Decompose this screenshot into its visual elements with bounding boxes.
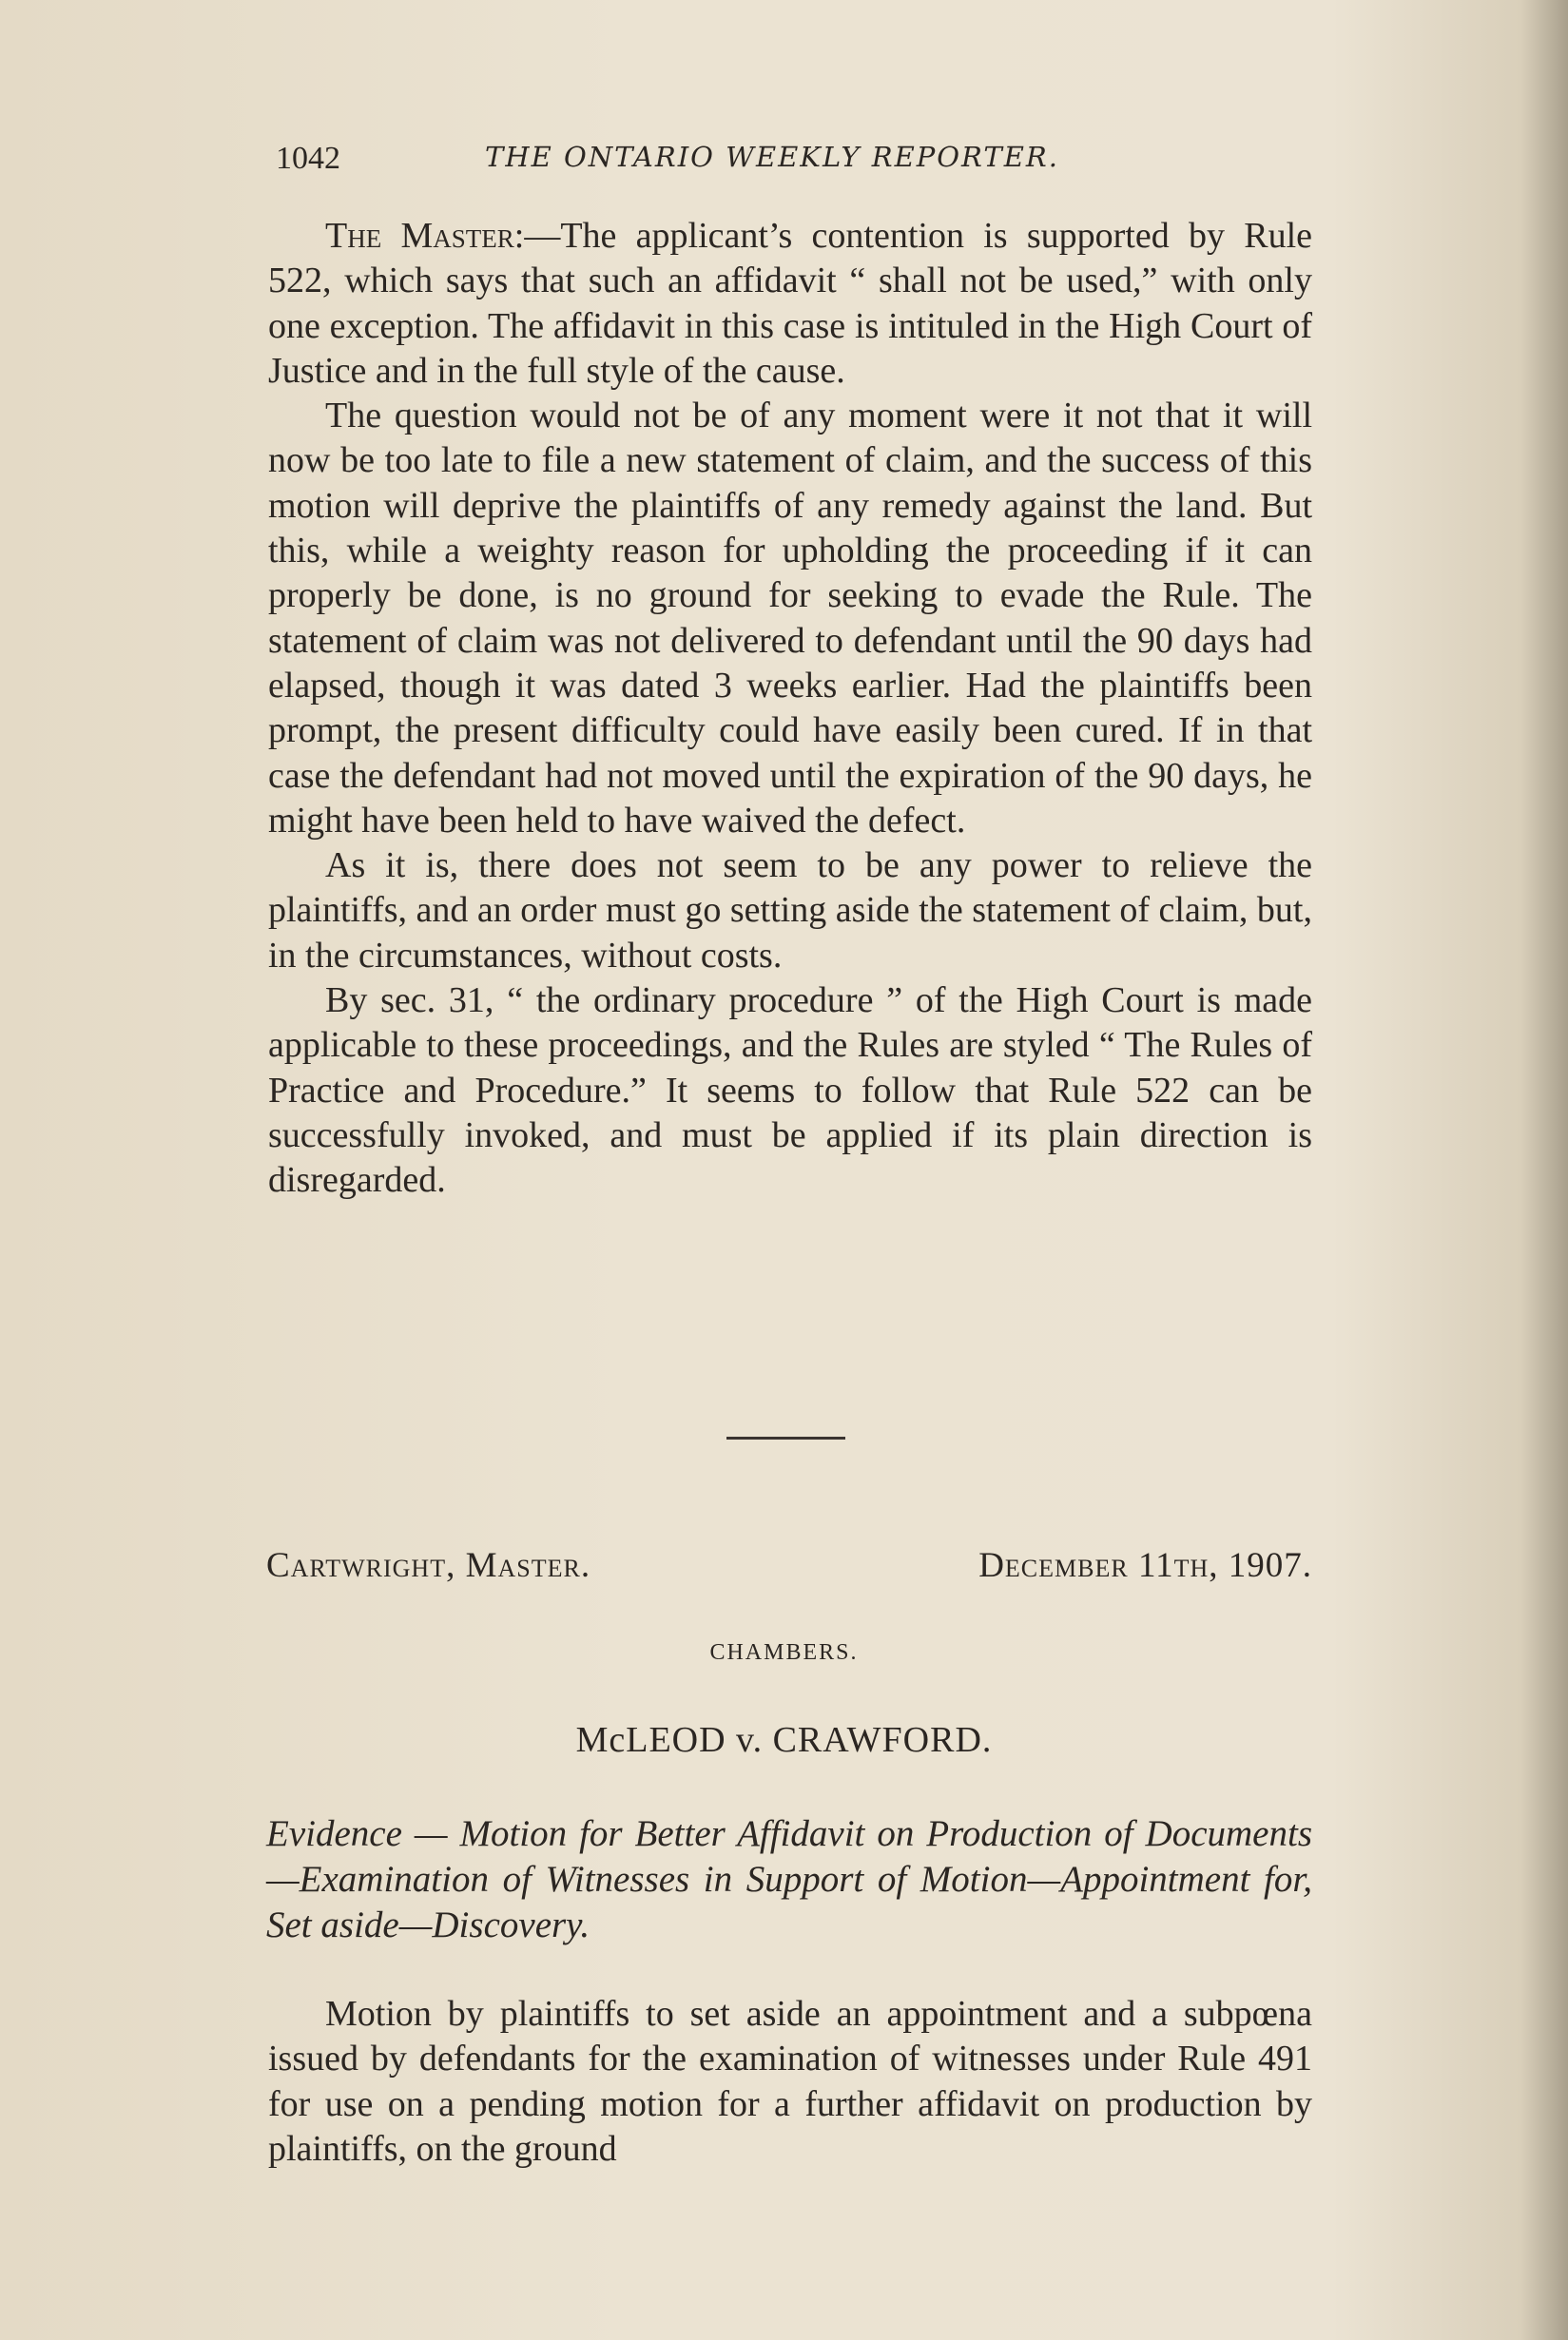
motion-paragraph: Motion by plaintiffs to set aside an appointment and a subpœna issued by defendants for the examination of witnesses under Rule 491 for use on a pending motion for a further affidavit on production by plaintiffs, on the ground: [268, 1994, 1312, 2169]
running-header: [276, 133, 1312, 190]
paragraph-3: As it is, there does not seem to be any power to relieve the plaintiffs, and an order must go setting aside the statement of claim, but, in the circumstances, without costs.: [268, 845, 1312, 976]
headnote: [266, 1811, 1312, 1948]
headnote-text: Evidence — Motion for Better Affidavit on Production of Documents—Examination of Witnesses in Support of Motion—Appointment for, Set aside—Discovery.: [266, 1813, 1312, 1945]
paragraph-1: [268, 214, 1312, 394]
paragraph-2: The question would not be of any moment were it not that it will now be too late to file a new statement of claim, and the success of this motion will deprive the plaintiffs of any remedy against the land. But this, while a weighty reason for upholding the proceeding if it can properly be done, is no ground for seeking to evade the Rule. The statement of claim was not delivered to defendant until the 90 days had elapsed, though it was dated 3 weeks earlier. Had the plaintiffs been prompt, the present difficulty could have easily been cured. If in that case the defendant had not moved until the expiration of the 90 days, he might have been held to have waived the defect.: [268, 396, 1312, 841]
speaker: The Master: [325, 216, 514, 256]
case-title: McLEOD v. CRAWFORD.: [575, 1720, 993, 1760]
judge-name: Cartwright, Master.: [266, 1546, 591, 1585]
paragraph-1-text: :—The applicant’s contention is supported by Rule 522, which says that such an affidavit “ shall not be used,” with only one exception. The affidavit in this case is intituled in the High Court of Justice and in the full style of the cause.: [268, 216, 1312, 391]
paragraph-4: By sec. 31, “ the ordinary procedure ” of the High Court is made applicable to these proceedings, and the Rules are styled “ The Rules of Practice and Procedure.” It seems to follow that Rule 522 can be successfully invoked, and must be applied if its plain direction is disregarded.: [268, 980, 1312, 1201]
opinion-text: [268, 214, 1312, 1204]
decision-date: December 11th, 1907.: [978, 1546, 1312, 1585]
section-divider: [726, 1437, 845, 1440]
running-head: THE ONTARIO WEEKLY REPORTER.: [485, 141, 1059, 173]
case-dateline: [266, 1545, 1312, 1593]
court-name: CHAMBERS.: [709, 1640, 859, 1665]
page-number: 1042: [276, 141, 340, 176]
